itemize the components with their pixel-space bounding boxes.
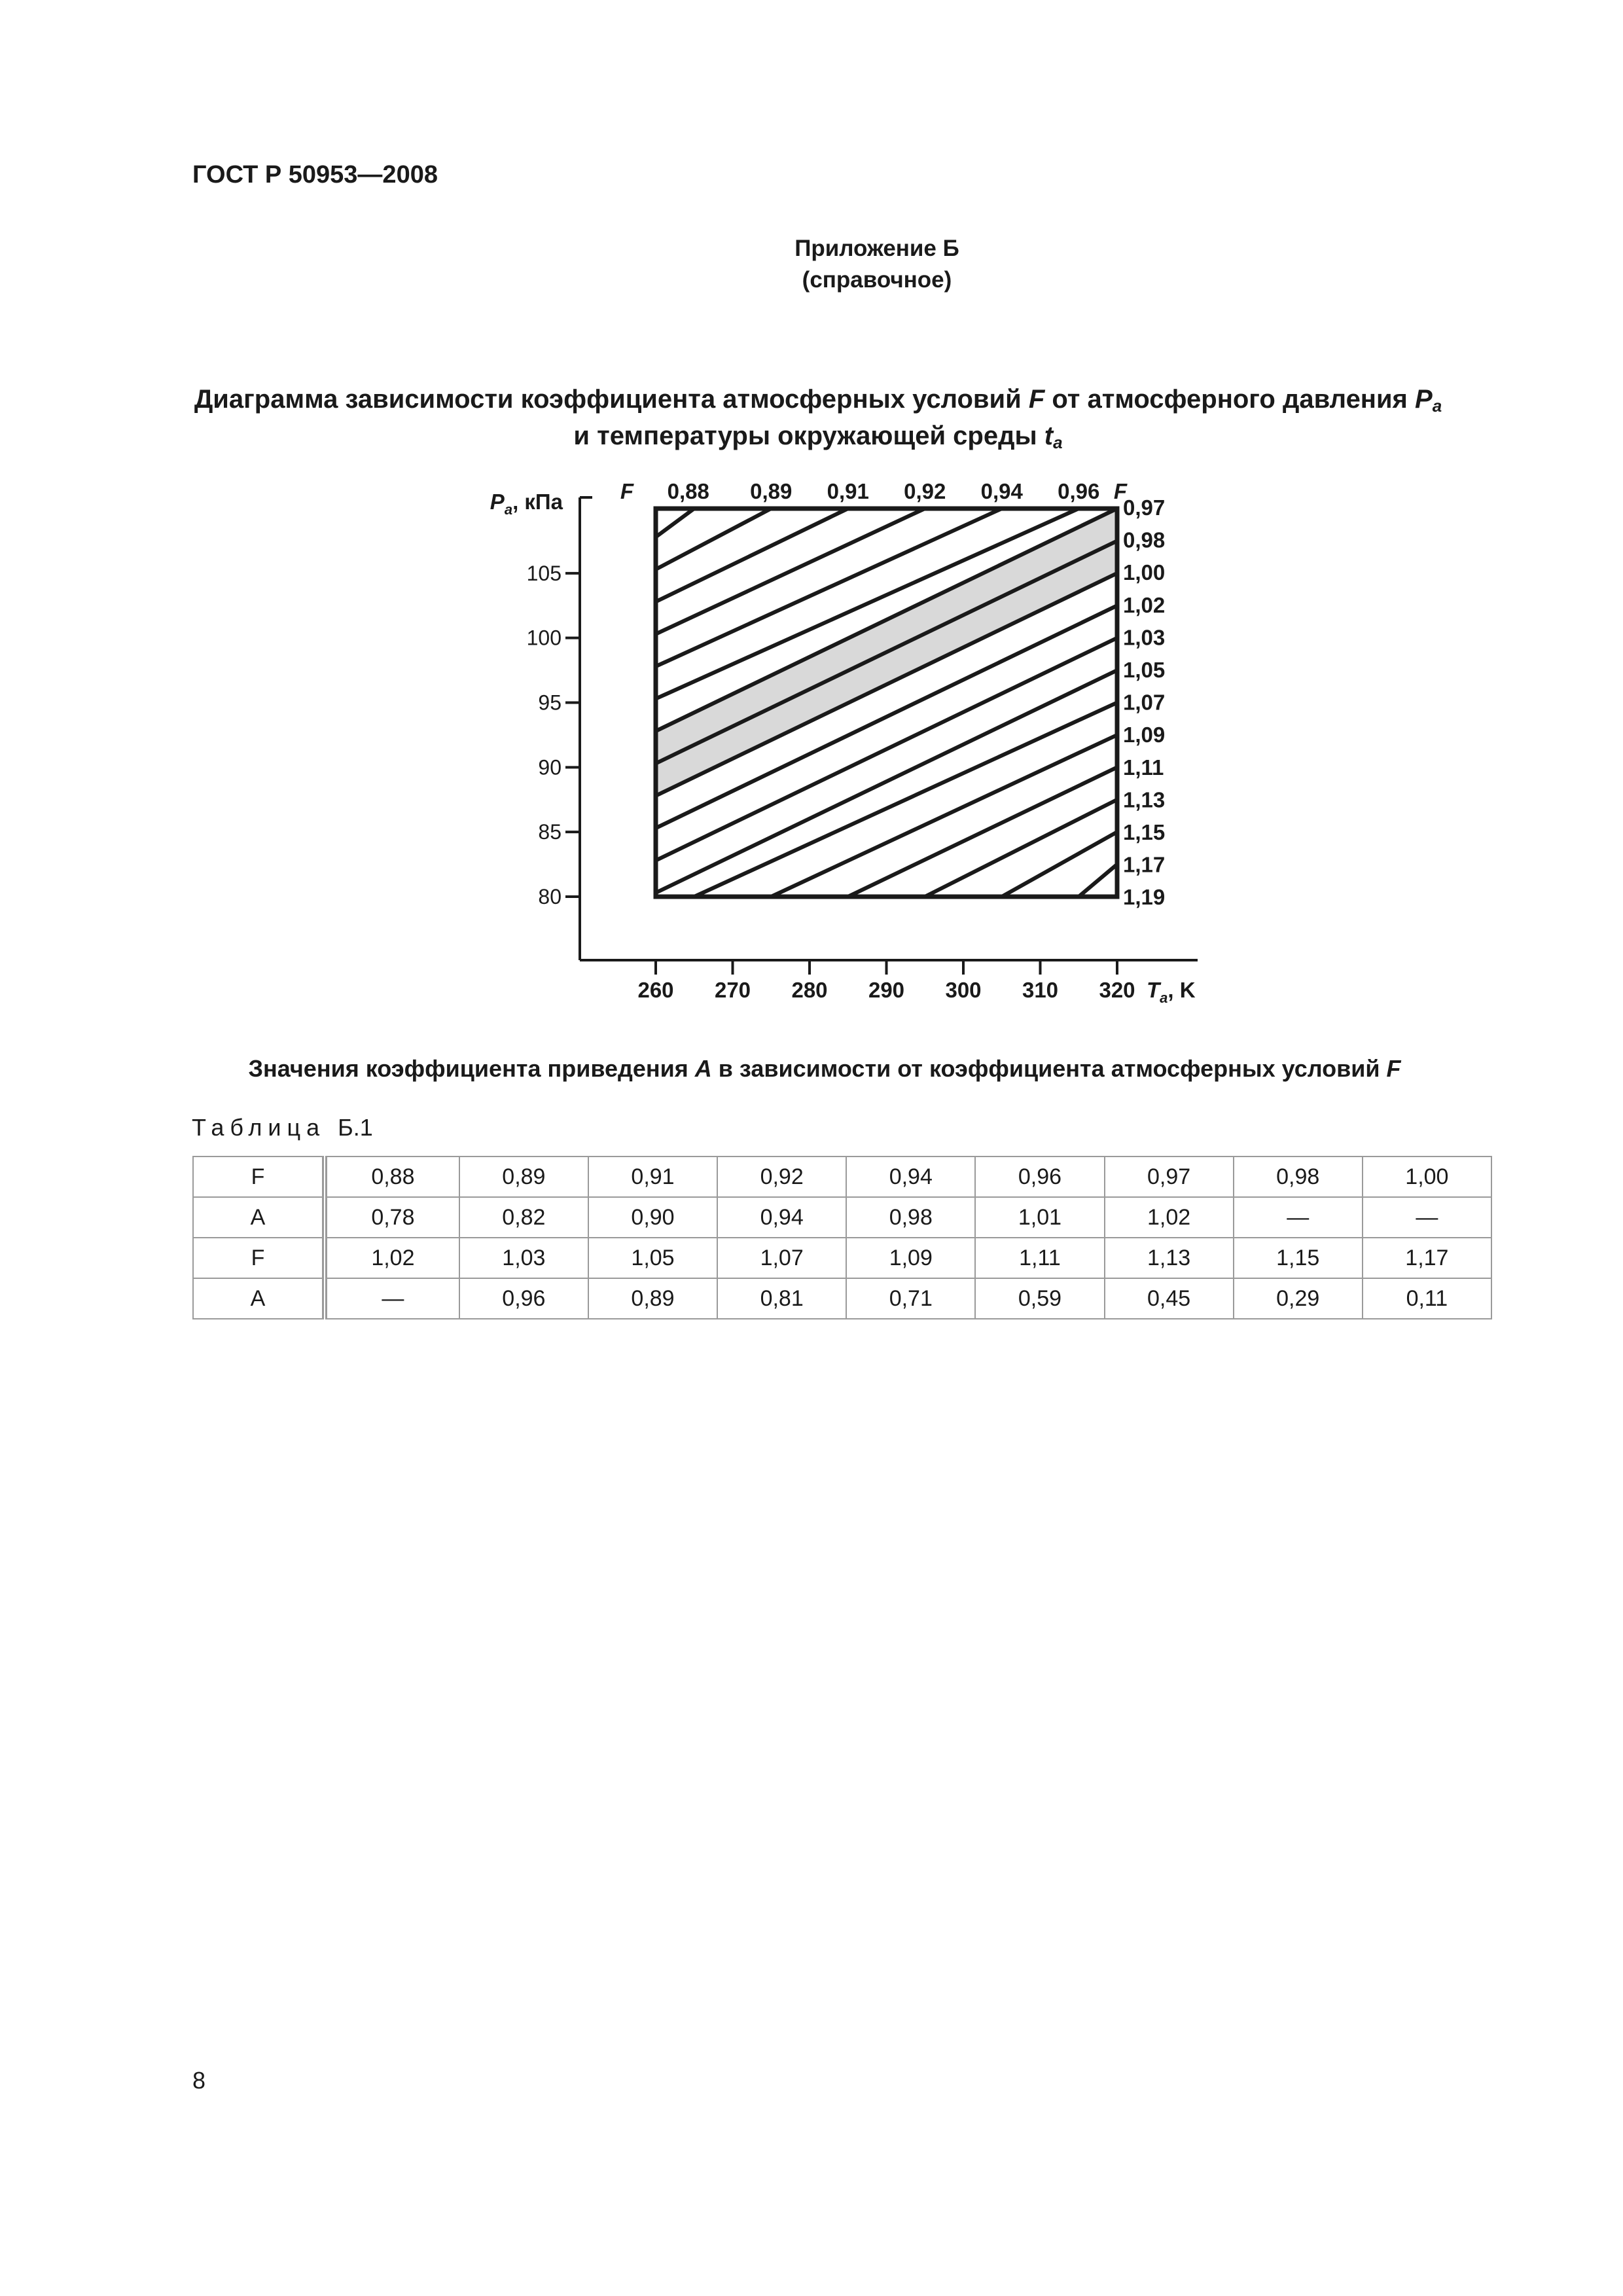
table-cell: 1,07 xyxy=(717,1238,846,1278)
table-title-text: Значения коэффициента приведения xyxy=(248,1055,695,1082)
x-tick-label: 310 xyxy=(1022,978,1059,1002)
right-f-value: 1,00 xyxy=(1123,560,1166,585)
row-header-cell: F xyxy=(193,1157,325,1197)
page-number: 8 xyxy=(192,2067,206,2094)
y-axis-label-symbol: P xyxy=(490,490,505,514)
row-header-cell: A xyxy=(193,1278,325,1319)
table-cell: 0,88 xyxy=(325,1157,459,1197)
right-f-value: 1,17 xyxy=(1123,852,1166,877)
y-tick-label: 105 xyxy=(526,561,562,585)
coefficient-table xyxy=(192,1156,1492,1319)
right-f-value: 1,11 xyxy=(1123,755,1164,780)
table-cell: 0,98 xyxy=(1234,1157,1363,1197)
right-f-value: 1,13 xyxy=(1123,787,1166,812)
diagram-title-text: Диаграмма зависимости коэффициента атмосферных условий xyxy=(194,385,1029,414)
isoline xyxy=(1002,832,1117,897)
table-cell: 0,94 xyxy=(846,1157,975,1197)
right-f-value: 0,97 xyxy=(1123,495,1166,520)
diagram-title-p-sub: a xyxy=(1432,396,1442,416)
table-title xyxy=(118,1055,1531,1083)
y-tick-label: 80 xyxy=(538,885,562,908)
top-f-value: 0,91 xyxy=(827,479,869,503)
right-f-symbol: F xyxy=(1113,479,1128,503)
table-cell: — xyxy=(325,1278,459,1319)
table-cell: 0,81 xyxy=(717,1278,846,1319)
table-cell: 1,11 xyxy=(975,1238,1104,1278)
isoline xyxy=(656,509,771,569)
x-tick-label: 320 xyxy=(1099,978,1135,1002)
y-tick-label: 95 xyxy=(538,691,562,715)
table-cell: 0,89 xyxy=(588,1278,717,1319)
table-cell: 0,78 xyxy=(325,1197,459,1238)
table-row xyxy=(193,1278,1491,1319)
isoline xyxy=(656,509,925,634)
row-header-cell: A xyxy=(193,1197,325,1238)
top-f-value: 0,88 xyxy=(667,479,709,503)
top-f-value: 0,89 xyxy=(750,479,793,503)
table-cell: 0,89 xyxy=(459,1157,588,1197)
x-axis-label-unit: , K xyxy=(1168,978,1196,1002)
y-tick-label: 100 xyxy=(526,626,562,650)
table-cell: 0,96 xyxy=(459,1278,588,1319)
table-cell: 0,97 xyxy=(1105,1157,1234,1197)
table-label-number: Б.1 xyxy=(338,1114,373,1141)
table-cell: 0,92 xyxy=(717,1157,846,1197)
table-title-text-2: в зависимости от коэффициента атмосферных условий xyxy=(711,1055,1387,1082)
right-f-value: 0,98 xyxy=(1123,528,1166,552)
y-axis-label xyxy=(490,490,563,518)
table-cell: 0,45 xyxy=(1105,1278,1234,1319)
table-title-f: F xyxy=(1386,1055,1401,1082)
table-cell: 1,02 xyxy=(325,1238,459,1278)
table-cell: 0,96 xyxy=(975,1157,1104,1197)
appendix-title: Приложение Б xyxy=(794,236,959,261)
table-cell: 1,17 xyxy=(1363,1238,1491,1278)
y-axis-label-sub: a xyxy=(504,501,513,518)
diagram-title-text-2: от атмосферного давления xyxy=(1044,385,1416,414)
top-f-symbol: F xyxy=(620,479,634,503)
isoline xyxy=(656,509,1117,731)
table-cell: 0,98 xyxy=(846,1197,975,1238)
table-cell: 0,11 xyxy=(1363,1278,1491,1319)
table-label-word: Таблица xyxy=(192,1114,326,1141)
x-tick-label: 290 xyxy=(868,978,905,1002)
table-cell: 1,02 xyxy=(1105,1197,1234,1238)
document-code: ГОСТ Р 50953—2008 xyxy=(192,161,438,188)
table-cell: 1,05 xyxy=(588,1238,717,1278)
table-cell: 1,13 xyxy=(1105,1238,1234,1278)
x-tick-label: 260 xyxy=(637,978,674,1002)
diagram-title-t: t xyxy=(1044,422,1054,450)
top-f-value: 0,94 xyxy=(980,479,1023,503)
table-cell: 1,01 xyxy=(975,1197,1104,1238)
table-row xyxy=(193,1157,1491,1197)
top-f-value: 0,92 xyxy=(904,479,946,503)
right-f-value: 1,02 xyxy=(1123,592,1166,617)
diagram-title-p: P xyxy=(1415,385,1433,414)
isoline xyxy=(848,767,1117,897)
y-tick-label: 85 xyxy=(538,820,562,844)
table-row xyxy=(193,1238,1491,1278)
diagram-title-text-3: и температуры окружающей среды xyxy=(573,422,1044,450)
row-header-cell: F xyxy=(193,1238,325,1278)
table-cell: 1,00 xyxy=(1363,1157,1491,1197)
table-cell: 0,82 xyxy=(459,1197,588,1238)
x-axis-label-symbol: T xyxy=(1147,978,1160,1002)
isoline xyxy=(771,735,1117,897)
right-f-value: 1,15 xyxy=(1123,820,1166,844)
y-axis-label-unit: , кПа xyxy=(512,490,563,514)
isoline xyxy=(656,541,1117,763)
f-factor-diagram xyxy=(0,0,1623,1047)
table-cell: 1,15 xyxy=(1234,1238,1363,1278)
appendix-subtitle: (справочное) xyxy=(802,267,952,293)
diagram-title-t-sub: a xyxy=(1053,433,1063,452)
table-row xyxy=(193,1197,1491,1238)
x-tick-label: 300 xyxy=(945,978,982,1002)
table-cell: 0,94 xyxy=(717,1197,846,1238)
table-cell: 0,90 xyxy=(588,1197,717,1238)
right-f-value: 1,07 xyxy=(1123,690,1166,715)
right-f-value: 1,09 xyxy=(1123,723,1166,747)
x-tick-label: 270 xyxy=(714,978,751,1002)
top-f-value: 0,96 xyxy=(1058,479,1100,503)
right-f-value: 1,05 xyxy=(1123,658,1166,682)
table-label xyxy=(192,1114,373,1141)
table-cell: 1,09 xyxy=(846,1238,975,1278)
table-cell: 0,59 xyxy=(975,1278,1104,1319)
x-tick-label: 280 xyxy=(791,978,828,1002)
isoline xyxy=(656,509,694,537)
y-tick-label: 90 xyxy=(538,755,562,780)
isoline xyxy=(1079,865,1117,897)
table-cell: 0,71 xyxy=(846,1278,975,1319)
isoline xyxy=(656,573,1117,796)
table-cell: — xyxy=(1234,1197,1363,1238)
right-f-value: 1,19 xyxy=(1123,885,1166,910)
x-axis-label xyxy=(1147,978,1196,1006)
right-f-value: 1,03 xyxy=(1123,625,1166,650)
table-cell: 0,91 xyxy=(588,1157,717,1197)
table-cell: — xyxy=(1363,1197,1491,1238)
x-axis-label-sub: a xyxy=(1160,990,1168,1006)
table-cell: 0,29 xyxy=(1234,1278,1363,1319)
table-cell: 1,03 xyxy=(459,1238,588,1278)
diagram-title-f: F xyxy=(1028,385,1045,414)
table-title-a: A xyxy=(694,1055,712,1082)
